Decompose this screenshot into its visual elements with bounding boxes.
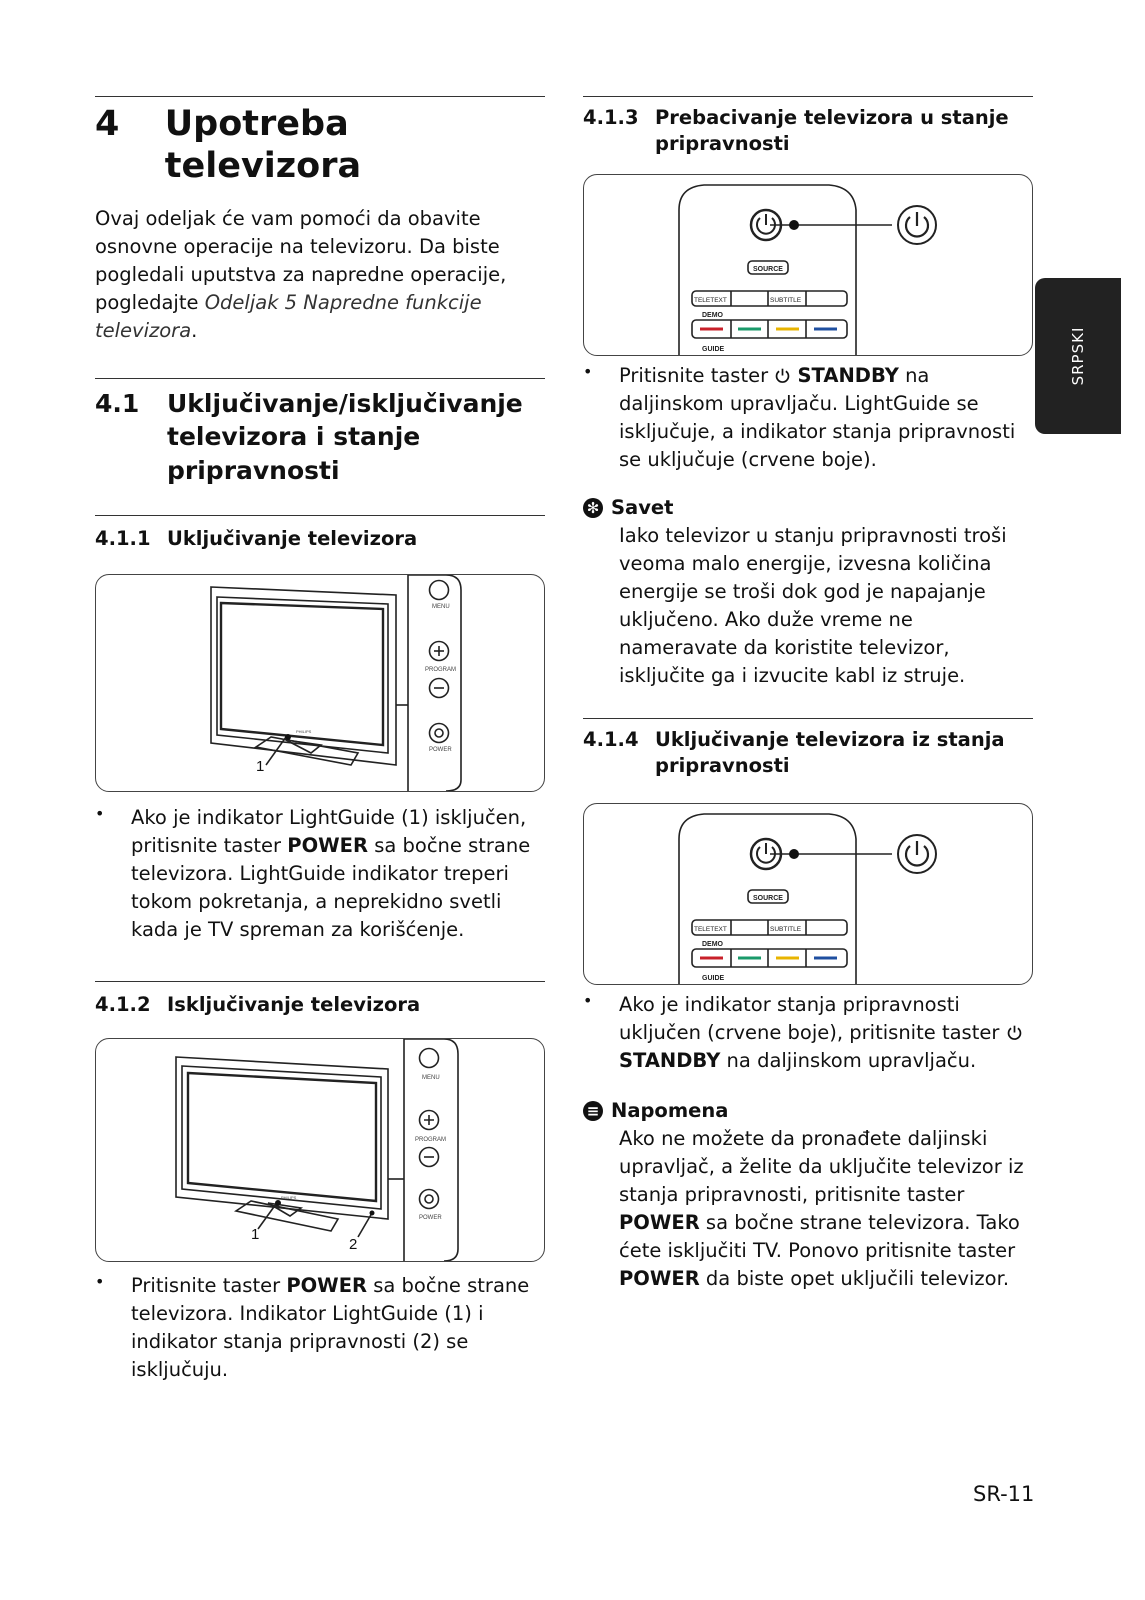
- s412-bullet: • Pritisnite taster POWER sa bočne strane televizora. Indikator LightGuide (1) i indikator stanja pripravnosti (2) se isključuju.: [95, 1272, 530, 1382]
- s413-number: 4.1.3: [583, 106, 639, 129]
- s411-text-a: Ako je indikator LightGuide (1) isključen, pritisnite taster: [131, 806, 527, 858]
- remote2-demo: DEMO: [702, 941, 723, 949]
- tip-title: Savet: [611, 495, 674, 519]
- left-column: [95, 96, 545, 1384]
- note-b2: POWER: [619, 1267, 700, 1291]
- s414-bold: STANDBY: [619, 1049, 721, 1073]
- s412-text-a: Pritisnite taster: [131, 1274, 287, 1298]
- note-text: [583, 1125, 1033, 1293]
- note-title: Napomena: [611, 1099, 729, 1123]
- note-header: [583, 1097, 1033, 1125]
- s41-heading: [95, 387, 545, 487]
- intro-ref: Odeljak 5 Napredne funkcije televizora: [95, 291, 482, 342]
- callout-1b: 1: [251, 1226, 260, 1244]
- s41-number: 4.1: [95, 389, 140, 418]
- tv-brand: PHILIPS: [296, 729, 312, 735]
- tv2-label-menu: MENU: [422, 1075, 440, 1082]
- s411-title: Uključivanje televizora: [167, 526, 418, 550]
- chapter-heading: [95, 97, 545, 187]
- lightguide-indicator: [285, 734, 291, 740]
- tv2-label-power: POWER: [419, 1215, 442, 1222]
- note-b1: POWER: [619, 1211, 700, 1235]
- chapter-number: 4: [95, 104, 120, 144]
- lightguide-indicator-2: [275, 1200, 281, 1206]
- tip-header: [583, 494, 1033, 522]
- s412-title: Isključivanje televizora: [167, 993, 421, 1017]
- s411-rule: [95, 515, 545, 516]
- s413-bullet: • Pritisnite taster STANDBY na daljinskom upravljaču. LightGuide se isključuje, a indikator stanja pripravnosti se uključuje (crvene boje).: [583, 361, 1016, 471]
- s414-text-b: na daljinskom upravljaču.: [720, 1049, 977, 1073]
- tip-icon: ✻: [583, 498, 603, 518]
- s413-rule: [583, 96, 1033, 97]
- s414-text-a: Ako je indikator stanja pripravnosti uključen (crvene boje), pritisnite taster: [619, 993, 1006, 1045]
- remote-figure-standby: [583, 174, 1033, 356]
- remote-figure-wake: [583, 803, 1033, 985]
- tv-label-program: PROGRAM: [425, 667, 457, 674]
- tv-label-power: POWER: [429, 747, 452, 754]
- s412-heading: [95, 992, 545, 1018]
- remote-demo: DEMO: [702, 311, 723, 319]
- language-tab-label: SRPSKI: [1069, 326, 1087, 386]
- remote-subtitle: SUBTITLE: [770, 296, 802, 304]
- remote-guide: GUIDE: [702, 345, 725, 353]
- tip-text: Iako televizor u stanju pripravnosti troši veoma malo energije, izvesna količina energije se troši dok god je napajanje uključeno. Ako duže vreme ne nameravate da koristite televizor, isključite ga i izvucite kabl iz struje.: [619, 523, 1007, 687]
- s41-title: Uključivanje/isključivanje televizora i stanje pripravnosti: [167, 389, 523, 485]
- intro-paragraph: [95, 205, 545, 345]
- s413-heading: [583, 105, 1033, 158]
- s412-text-b: sa bočne strane televizora. Indikator LightGuide (1) i indikator stanja pripravnosti (2) se isključuju.: [131, 1274, 530, 1382]
- remote-source: SOURCE: [753, 265, 783, 273]
- standby-indicator: [370, 1211, 375, 1216]
- tv-figure-power-on: [95, 574, 545, 792]
- s412-rule: [95, 981, 545, 982]
- note-icon: ≡: [583, 1101, 603, 1121]
- note-t1: Ako ne možete da pronađete daljinski upravljač, a želite da uključite televizor iz stanja pripravnosti, pritisnite taster: [619, 1127, 1024, 1207]
- callout-2: 2: [349, 1236, 358, 1254]
- right-column: [583, 96, 1033, 1293]
- s414-heading: [583, 727, 1033, 780]
- remote2-guide: GUIDE: [702, 975, 725, 983]
- tv-illustration-2: [96, 1039, 544, 1261]
- s412-bold: POWER: [286, 1274, 368, 1298]
- note-box: [583, 1097, 1033, 1293]
- s412-number: 4.1.2: [95, 993, 151, 1017]
- s414-rule: [583, 718, 1033, 719]
- note-t3: da biste opet uključili televizor.: [699, 1267, 1010, 1291]
- s413-title: Prebacivanje televizora u stanje pripravnosti: [655, 106, 1009, 156]
- callout-1: 1: [256, 758, 265, 776]
- remote-illustration: [584, 175, 1032, 355]
- tv-label-menu: MENU: [432, 604, 450, 611]
- tv2-brand: PHILIPS: [281, 1195, 297, 1201]
- tv-illustration: [96, 575, 544, 791]
- s411-bold: POWER: [287, 834, 368, 858]
- remote2-teletext: TELETEXT: [694, 926, 727, 934]
- s414-title: Uključivanje televizora iz stanja pripravnosti: [655, 727, 1005, 777]
- tip-box: [583, 494, 1033, 690]
- intro-text: Ovaj odeljak će vam pomoći da obavite osnovne operacije na televizoru. Da biste pogledali uputstva za napredne operacije, pogledajte: [95, 207, 507, 314]
- chapter-title: Upotreba televizora: [164, 104, 362, 186]
- s411-text-b: sa bočne strane televizora. LightGuide indikator treperi tokom pokretanja, a neprekidno svetli kada je TV spreman za korišćenje.: [131, 834, 531, 942]
- tv-figure-power-off: [95, 1038, 545, 1262]
- s413-bold: STANDBY: [797, 363, 899, 387]
- s413-text-b: na daljinskom upravljaču. LightGuide se isključuje, a indikator stanja pripravnosti se uključuje (crvene boje).: [619, 363, 1016, 471]
- s41-rule: [95, 378, 545, 379]
- intro-end: .: [191, 319, 198, 342]
- remote2-source: SOURCE: [753, 895, 783, 903]
- page-number: SR-11: [973, 1482, 1035, 1506]
- s414-number: 4.1.4: [583, 727, 639, 751]
- s411-heading: [95, 526, 545, 552]
- s411-number: 4.1.1: [95, 526, 151, 550]
- remote-teletext: TELETEXT: [694, 296, 727, 304]
- note-t2: sa bočne strane televizora. Tako ćete isključiti TV. Ponovo pritisnite taster: [619, 1211, 1020, 1263]
- remote2-subtitle: SUBTITLE: [770, 926, 802, 934]
- power-icon: [774, 367, 791, 384]
- remote-illustration-2: [584, 804, 1032, 984]
- s414-bullet: • Ako je indikator stanja pripravnosti uključen (crvene boje), pritisnite taster STANDBY na daljinskom upravljaču.: [583, 991, 1033, 1075]
- tv2-label-program: PROGRAM: [415, 1137, 447, 1144]
- s411-bullet: • Ako je indikator LightGuide (1) isključen, pritisnite taster POWER sa bočne strane televizora. LightGuide indikator treperi tokom pokretanja, a neprekidno svetli kada je TV spreman za korišćenje.: [95, 804, 531, 942]
- power-icon-2: [1006, 1024, 1023, 1041]
- language-tab: [1035, 278, 1121, 434]
- s413-text-a: Pritisnite taster: [619, 363, 775, 387]
